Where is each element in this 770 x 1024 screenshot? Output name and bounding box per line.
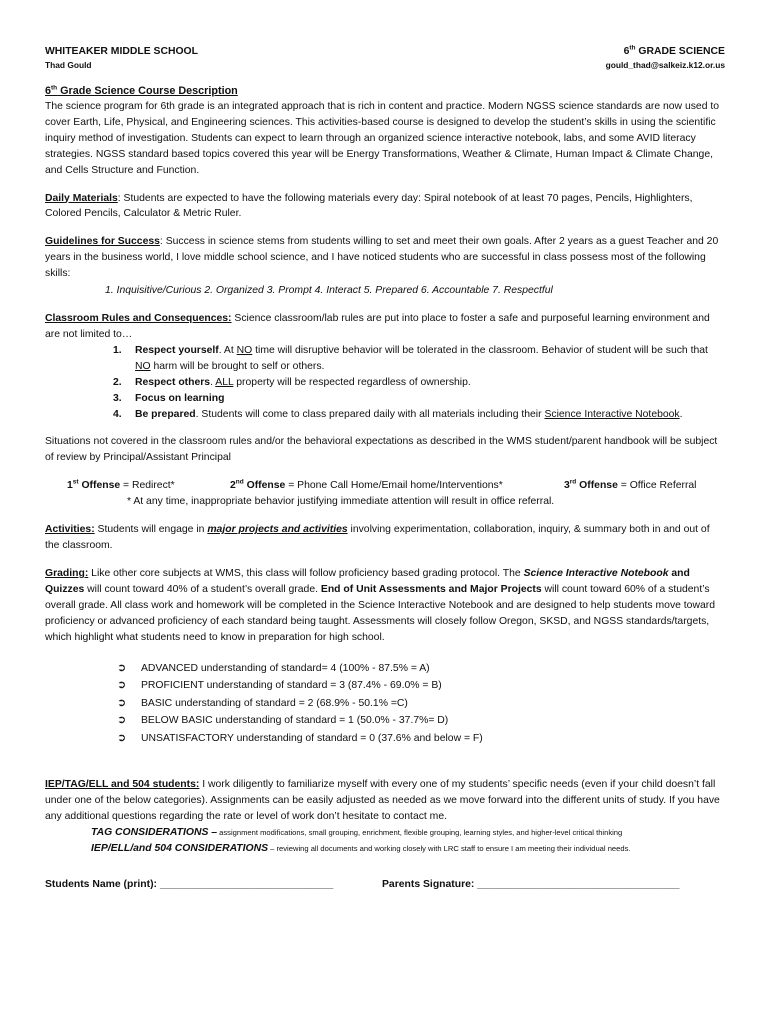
- grading-notebook: Science Interactive Notebook: [523, 568, 669, 580]
- offense-label: Offense: [243, 480, 286, 492]
- rule-part: . Students will come to class prepared daily with all materials including their: [195, 408, 545, 420]
- offense-num: 3: [564, 480, 570, 492]
- rule-number: 2.: [113, 376, 122, 388]
- document-page: [45, 46, 725, 890]
- signature-row: [45, 879, 725, 890]
- rule-part: property will be respected regardless of ownership.: [233, 376, 471, 388]
- materials-label: Daily Materials: [45, 192, 118, 204]
- grading-part: Like other core subjects at WMS, this class will follow proficiency based grading protocol. The: [88, 568, 524, 580]
- list-item: [117, 660, 725, 678]
- grading-levels: [45, 660, 725, 748]
- student-name-line[interactable]: Students Name (print): ______________________________: [45, 878, 334, 890]
- header-row: [45, 46, 725, 57]
- title-sup: th: [51, 84, 58, 92]
- ell-label: IEP/ELL/and 504 CONSIDERATIONS: [91, 842, 269, 854]
- rule-text: Focus on learning: [135, 392, 225, 404]
- rule-number: 4.: [113, 408, 122, 420]
- skills-list: 1. Inquisitive/Curious 2. Organized 3. Prompt 4. Interact 5. Prepared 6. Accountable 7. Respectful: [105, 285, 553, 297]
- rule-underline: Science Interactive Notebook: [544, 408, 680, 420]
- list-item: [117, 677, 725, 695]
- grading-section: [45, 566, 725, 646]
- rules-label: Classroom Rules and Consequences:: [45, 313, 232, 325]
- offense-label: Offense: [576, 480, 618, 492]
- title-num: 6: [45, 85, 52, 97]
- list-item: [117, 695, 725, 713]
- offense-sup: nd: [235, 478, 244, 486]
- offenses-row: [45, 478, 725, 494]
- school-name: WHITEAKER MIDDLE SCHOOL: [45, 46, 198, 57]
- rule-item: [113, 375, 725, 391]
- grade-sup: th: [629, 44, 636, 52]
- rule-part: harm will be brought to self or others.: [150, 360, 325, 372]
- rule-part: . At: [218, 344, 237, 356]
- iep-section: [45, 777, 725, 825]
- activities-part: Students will engage in: [94, 524, 208, 536]
- rules-intro: Science classroom/lab rules are put into place to foster a safe and purposeful learning environment and are not limited to…: [45, 313, 710, 340]
- grade-num: 6: [623, 46, 630, 57]
- rule-bold: Respect others: [135, 376, 211, 388]
- rule-underline: ALL: [215, 376, 234, 388]
- guidelines-section: [45, 234, 725, 282]
- tag-considerations: [45, 825, 725, 841]
- level-text: UNSATISFACTORY understanding of standard = 0 (37.6% and below = F): [141, 732, 483, 744]
- header-row-2: [45, 57, 725, 70]
- iep-text: I work diligently to familiarize myself with every one of my students’ specific needs (even if your child doesn’t fall under one of the below categories). Assignments can be easily adjusted as needed as we move forward into the different units of study. If you have any additional questions regarding the rate or level of work don’t hesitate to contact me.: [45, 779, 720, 822]
- parent-signature-line[interactable]: Parents Signature: ___________________________________: [382, 878, 680, 890]
- rule-part: .: [679, 408, 683, 420]
- list-item: [117, 730, 725, 748]
- rule-item: [113, 407, 725, 423]
- situations-text: Situations not covered in the classroom rules and/or the behavioral expectations as described in the WMS student/parent handbook will be subject of review by Principal/Assistant Principal: [45, 436, 718, 464]
- level-text: BASIC understanding of standard = 2 (68.9% - 50.1% =C): [141, 697, 408, 709]
- arrow-icon: ➲: [117, 714, 127, 727]
- offense-2: [230, 478, 564, 494]
- materials-text: : Students are expected to have the following materials every day: Spiral notebook of at least 70 pages, Pencils, Highlighters, Colored Pencils, Calculator & Metric Ruler.: [45, 192, 693, 220]
- course-title: [45, 84, 725, 99]
- ell-considerations: [45, 841, 725, 857]
- rules-list: [45, 343, 725, 423]
- tag-text: assignment modifications, small grouping, enrichment, flexible grouping, learning styles, and higher-level critical thinking: [217, 827, 623, 837]
- rule-underline: NO: [135, 360, 151, 372]
- title-rest: Grade Science Course Description: [57, 85, 238, 97]
- arrow-icon: ➲: [117, 661, 127, 674]
- offense-note: * At any time, inappropriate behavior justifying immediate attention will result in office referral.: [127, 496, 555, 508]
- arrow-icon: ➲: [117, 731, 127, 744]
- grading-label: Grading:: [45, 568, 89, 580]
- materials-section: [45, 191, 725, 223]
- rule-item: [113, 343, 725, 375]
- rule-text: [135, 375, 725, 391]
- rule-bold: Respect yourself: [135, 344, 219, 356]
- level-text: PROFICIENT understanding of standard = 3 (87.4% - 69.0% = B): [141, 680, 442, 692]
- list-item: [117, 712, 725, 730]
- arrow-icon: ➲: [117, 696, 127, 709]
- arrow-icon: ➲: [117, 679, 127, 692]
- guidelines-label: Guidelines for Success: [45, 236, 160, 248]
- offense-text: = Phone Call Home/Email home/Interventions*: [285, 480, 503, 492]
- rule-number: 1.: [113, 344, 122, 356]
- grading-quizzes: and Quizzes: [45, 568, 690, 595]
- activities-emphasis: major projects and activities: [207, 524, 348, 536]
- activities-section: [45, 522, 725, 554]
- grade-rest: GRADE SCIENCE: [635, 46, 725, 57]
- rule-text: [135, 407, 725, 423]
- ell-text: – reviewing all documents and working closely with LRC staff to ensure I am meeting their individual needs.: [268, 843, 631, 853]
- offense-num: 1: [67, 480, 73, 492]
- offense-3: [564, 478, 697, 494]
- iep-label: IEP/TAG/ELL and 504 students:: [45, 779, 200, 791]
- grade-subject: [624, 46, 725, 57]
- level-text: ADVANCED understanding of standard= 4 (100% - 87.5% = A): [141, 662, 430, 674]
- grading-assessments: End of Unit Assessments and Major Projects: [320, 583, 542, 595]
- teacher-email[interactable]: gould_thad@salkeiz.k12.or.us: [605, 60, 725, 70]
- rule-part: .: [210, 376, 216, 388]
- rules-section: [45, 311, 725, 343]
- offense-text: = Office Referral: [617, 480, 697, 492]
- rule-number: 3.: [113, 392, 122, 404]
- level-text: BELOW BASIC understanding of standard = 1 (50.0% - 37.7%= D): [141, 715, 449, 727]
- guidelines-text: : Success in science stems from students willing to set and meet their own goals. After 2 years as a guest Teacher and 20 years in the business world, I love middle school science, and I have noticed students who are successful in class possess most of the following skills:: [45, 236, 719, 280]
- rule-text: [135, 343, 725, 375]
- tag-label: TAG CONSIDERATIONS –: [91, 826, 218, 838]
- rule-item: [113, 391, 725, 407]
- rule-part: time will disruptive behavior will be tolerated in the classroom. Behavior of student will be such that: [252, 344, 708, 356]
- activities-part: involving experimentation, collaboration, inquiry, & summary both in and out of the classroom.: [45, 524, 710, 552]
- grading-part: will count toward 60% of a student’s overall grade. All class work and homework will be completed in the Science Interactive Notebook and are designed to help students move toward proficiency or advanced proficiency of each standard being taught. Assessments will closely follow Oregon, SKSD, and NGSS standards/targets, which highlight what students need to know in preparation for high school.: [45, 583, 715, 643]
- offense-num: 2: [230, 480, 236, 492]
- rule-underline: NO: [236, 344, 253, 356]
- offense-1: [67, 478, 230, 494]
- grading-part: will count toward 40% of a student’s overall grade.: [84, 583, 321, 595]
- offense-sup: st: [72, 478, 79, 486]
- activities-label: Activities:: [45, 524, 95, 536]
- course-description: The science program for 6th grade is an integrated approach that is rich in content and practice. Modern NGSS science standards are now used to cover Earth, Life, Physical, and Engineering sciences. This activities-based course is designed to develop the student’s skills in using the scientific inquiry method of investigation. Students can expect to learn through an organized science interactive notebook, labs, and some AVID literacy strategies. NGSS standard based topics covered this year will be Energy Transformations, Weather & Climate, Human Impact & Climate Change, and Cells Structure and Function.: [45, 101, 720, 176]
- offense-text: = Redirect*: [120, 480, 175, 492]
- offense-label: Offense: [78, 480, 121, 492]
- teacher-name: Thad Gould: [45, 60, 92, 70]
- offense-sup: rd: [569, 478, 577, 486]
- rule-bold: Be prepared: [135, 408, 196, 420]
